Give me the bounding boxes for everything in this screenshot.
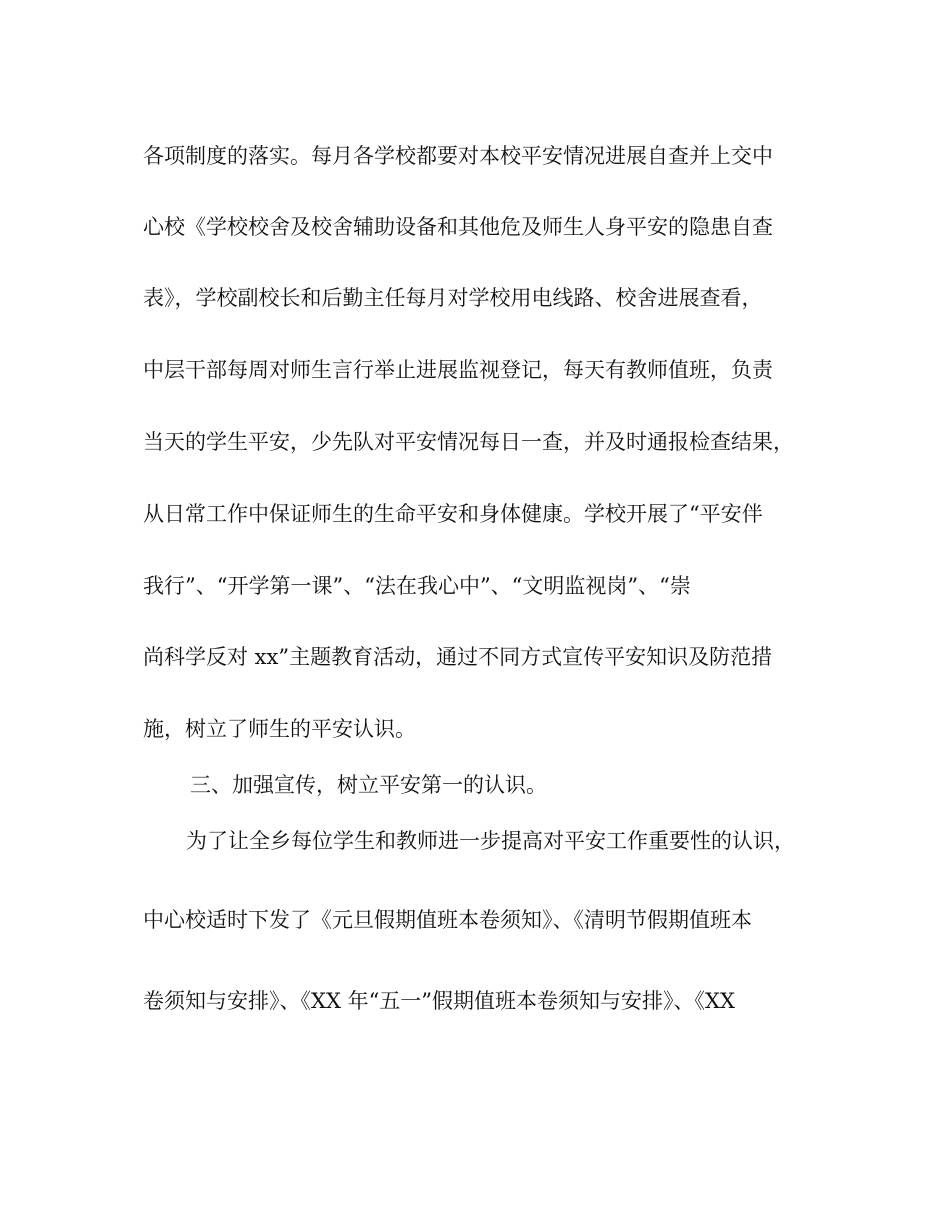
body-text-line: 我行”、“开学第一课”、“法在我心中”、“文明监视岗”、“崇 [143, 574, 691, 598]
body-text-line: 中层干部每周对师生言行举止进展监视登记，每天有教师值班，负责 [143, 358, 773, 382]
body-text-line: 当天的学生平安，少先队对平安情况每日一查，并及时通报检查结果， [143, 430, 794, 454]
body-text-line: 卷须知与安排》、《XX 年“五一”假期值班本卷须知与安排》、《XX [143, 989, 735, 1013]
body-text-line: 中心校适时下发了《元旦假期值班本卷须知》、《清明节假期值班本 [143, 908, 752, 932]
section-heading: 三、加强宣传，树立平安第一的认识。 [190, 773, 547, 797]
body-text-line: 各项制度的落实。每月各学校都要对本校平安情况进展自查并上交中 [143, 144, 773, 168]
body-text-line: 为了让全乡每位学生和教师进一步提高对平安工作重要性的认识， [186, 829, 795, 853]
body-text-line: 施，树立了师生的平安认识。 [143, 717, 416, 741]
body-text-line: 从日常工作中保证师生的生命平安和身体健康。学校开展了“平安伴 [143, 502, 763, 526]
body-text-line: 尚科学反对 xx”主题教育活动，通过不同方式宣传平安知识及防范措 [143, 645, 773, 669]
body-text-line: 表》，学校副校长和后勤主任每月对学校用电线路、校舍进展查看， [143, 286, 763, 310]
body-text-line: 心校《学校校舍及校舍辅助设备和其他危及师生人身平安的隐患自查 [143, 215, 773, 239]
